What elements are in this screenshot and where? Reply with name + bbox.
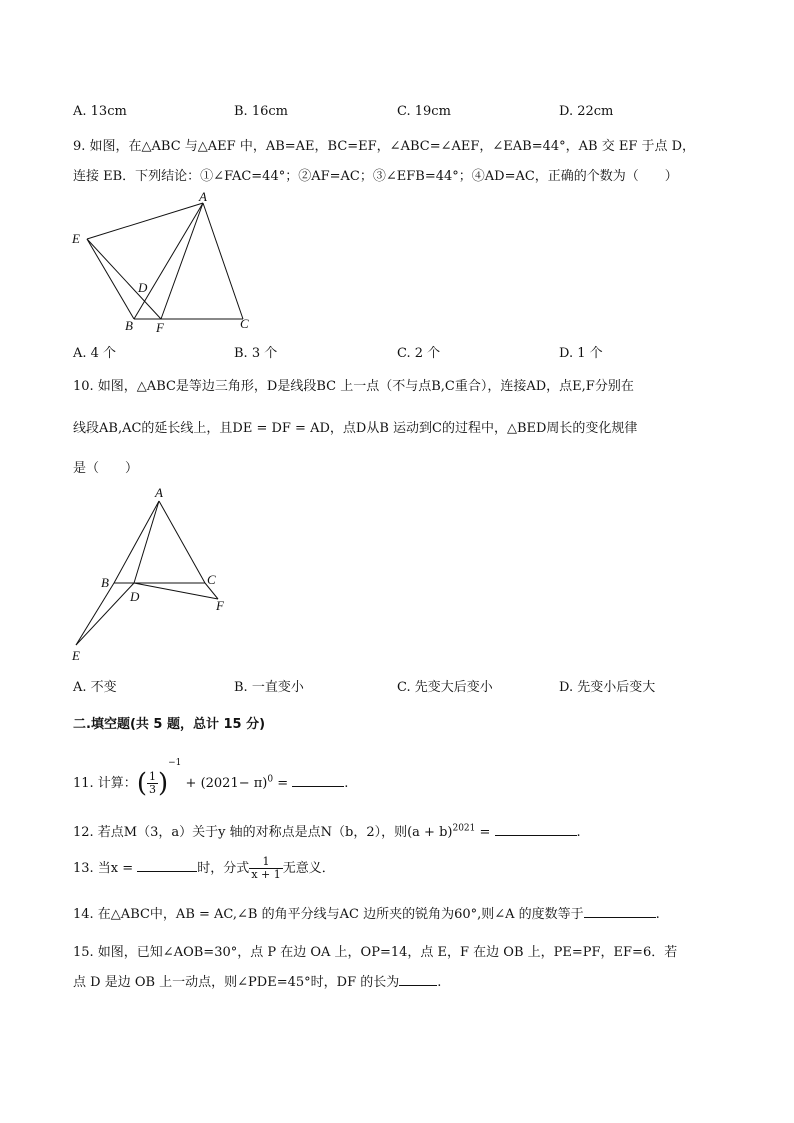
q12-exp: 2021	[452, 823, 476, 834]
q13-frac-num: 1	[249, 856, 282, 869]
q12-eq: =	[475, 825, 495, 840]
q9-segment-ac	[203, 203, 243, 319]
q9-stem-line1: 9. 如图，在△ABC 与△AEF 中，AB=AE，BC=EF，∠ABC=∠AEF，∠EAB=44°，AB 交 EF 于点 D，	[73, 139, 696, 154]
section-2-title: 二.填空题(共 5 题，总计 15 分)	[73, 717, 266, 732]
q9-option-d: D. 1 个	[559, 346, 603, 361]
q10-label-a: A	[155, 485, 163, 500]
q11-frac-num: 1	[148, 770, 156, 783]
q11-frac-den: 3	[148, 783, 156, 796]
q9-figure	[68, 188, 258, 338]
q13-frac-den: x + 1	[251, 868, 281, 881]
q9-segment-ea	[87, 203, 203, 239]
q15-line1: 15. 如图，已知∠AOB=30°，点 P 在边 OA 上，OP=14，点 E，F 在边 OB 上，PE=PF，EF=6．若	[73, 945, 678, 960]
q11-exp2: 0	[267, 774, 274, 785]
q10-stem-line1: 10. 如图，△ABC是等边三角形，D是线段BC 上一点（不与点B,C重合），连接AD，点E,F分别在	[73, 379, 634, 394]
q10-label-f: F	[216, 598, 224, 613]
q13-answer-blank[interactable]	[137, 858, 197, 872]
q12-answer-blank[interactable]	[495, 822, 577, 836]
q15-line2-wrap	[73, 971, 441, 990]
q9-segment-eb	[87, 239, 134, 319]
q9-segment-af	[161, 203, 203, 319]
q10-figure	[68, 483, 248, 665]
q10-option-a: A. 不变	[73, 680, 117, 695]
q12	[73, 821, 581, 840]
q11-fraction	[147, 771, 158, 796]
q15-end: .	[437, 975, 442, 990]
q11-right-paren: )	[157, 768, 169, 799]
q14-text: 14. 在△ABC中，AB = AC,∠B 的角平分线与AC 边所夹的锐角为60°,则∠A 的度数等于	[73, 907, 584, 922]
q10-segment-ad	[134, 501, 159, 583]
q9-label-b: B	[125, 318, 133, 333]
q8-option-a: A. 13cm	[73, 104, 127, 119]
q10-option-c: C. 先变大后变小	[397, 680, 493, 695]
q9-label-d: D	[138, 280, 148, 295]
q10-segment-ac	[159, 501, 205, 583]
q9-option-b: B. 3 个	[234, 346, 278, 361]
q11-prefix: 11. 计算：	[73, 776, 137, 791]
q9-option-a: A. 4 个	[73, 346, 117, 361]
q9-label-a: A	[199, 189, 207, 204]
q14-end: .	[655, 907, 660, 922]
q8-option-d: D. 22cm	[559, 104, 614, 119]
q10-label-b: B	[101, 575, 109, 590]
q11-mid: + (2021− π)	[181, 776, 268, 791]
q9-label-e: E	[72, 231, 80, 246]
q14	[73, 903, 660, 922]
q11-end: .	[344, 776, 349, 791]
q10-segment-de	[76, 583, 134, 645]
q10-label-c: C	[207, 572, 216, 587]
q10-segment-be	[76, 583, 114, 645]
q8-option-c: C. 19cm	[397, 104, 451, 119]
q10-stem-line2: 线段AB,AC的延长线上，且DE = DF = AD，点D从B 运动到C的过程中，△BED周长的变化规律	[73, 421, 638, 436]
q13	[73, 856, 335, 881]
q9-stem-line2: 连接 EB．下列结论：①∠FAC=44°；②AF=AC；③∠EFB=44°；④AD=AC，正确的个数为（ ）	[73, 169, 678, 184]
q9-label-f: F	[156, 320, 164, 335]
q13-fraction	[249, 856, 282, 881]
q10-label-d: D	[130, 589, 140, 604]
q10-segment-ab	[114, 501, 159, 583]
q14-answer-blank[interactable]	[584, 904, 656, 918]
q11	[73, 758, 348, 799]
q12-end: .	[576, 825, 581, 840]
q12-text: 12. 若点M（3，a）关于y 轴的对称点是点N（b，2），则(a + b)	[73, 825, 453, 840]
q15-answer-blank[interactable]	[399, 972, 437, 986]
q9-label-c: C	[240, 316, 249, 331]
q9-option-c: C. 2 个	[397, 346, 441, 361]
q9-segment-ef	[87, 239, 161, 319]
q10-segment-df	[134, 583, 218, 599]
q13-prefix: 13. 当x =	[73, 861, 138, 876]
q8-option-b: B. 16cm	[234, 104, 288, 119]
q10-label-e: E	[72, 648, 80, 663]
q10-stem-line3: 是（ ）	[73, 461, 139, 476]
q11-left-paren: (	[136, 768, 147, 799]
q11-exp1: −1	[168, 758, 182, 768]
q11-eq: =	[273, 776, 293, 791]
q13-mid: 时，分式	[197, 861, 250, 876]
q13-suffix: 无意义．	[282, 861, 335, 876]
q10-option-d: D. 先变小后变大	[559, 680, 656, 695]
q15-line2: 点 D 是边 OB 上一动点，则∠PDE=45°时，DF 的长为	[73, 975, 400, 990]
q11-answer-blank[interactable]	[292, 773, 344, 787]
q10-option-b: B. 一直变小	[234, 680, 304, 695]
